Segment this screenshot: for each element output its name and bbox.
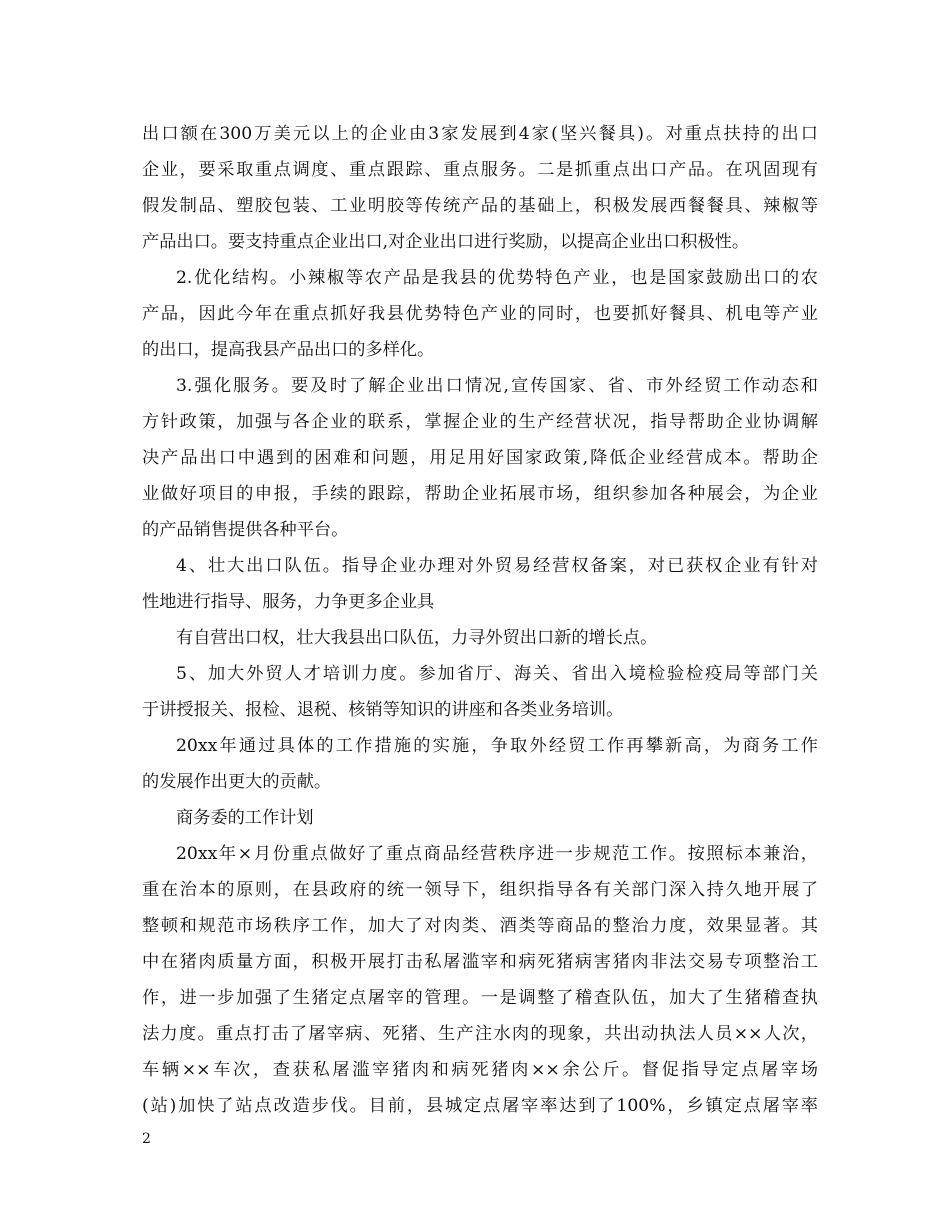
text-line: 重在治本的原则，在县政府的统一领导下，组织指导各有关部门深入持久地开展了: [142, 880, 818, 900]
text-line: 决产品出口中遇到的困难和问题，用足用好国家政策,降低企业经营成本。帮助企: [142, 448, 818, 468]
text-line: 车辆××车次，查获私屠滥宰猪肉和病死猪肉××余公斤。督促指导定点屠宰场: [142, 1060, 818, 1080]
text-line: 假发制品、塑胶包装、工业明胶等传统产品的基础上，积极发展西餐餐具、辣椒等: [142, 196, 818, 216]
text-line: 的产品销售提供各种平台。: [142, 520, 349, 540]
text-line: 5、加大外贸人才培训力度。参加省厅、海关、省出入境检验检疫局等部门关: [176, 664, 818, 684]
text-line: 商务委的工作计划: [176, 808, 314, 828]
text-line: 性地进行指导、服务，力争更多企业具: [142, 592, 435, 612]
text-line: 3.强化服务。要及时了解企业出口情况,宣传国家、省、市外经贸工作动态和: [176, 376, 818, 396]
text-line: 的出口，提高我县产品出口的多样化。: [142, 340, 435, 360]
text-line: 20xx年×月份重点做好了重点商品经营秩序进一步规范工作。按照标本兼治，: [176, 844, 818, 864]
text-line: (站)加快了站点改造步伐。目前，县城定点屠宰率达到了100%，乡镇定点屠宰率: [142, 1096, 818, 1116]
page-number: 2: [142, 1131, 151, 1147]
text-line: 的发展作出更大的贡献。: [142, 772, 332, 792]
text-line: 产品出口。要支持重点企业出口,对企业出口进行奖励，以提高企业出口积极性。: [142, 232, 750, 252]
text-line: 企业，要采取重点调度、重点跟踪、重点服务。二是抓重点出口产品。在巩固现有: [142, 160, 818, 180]
text-line: 于讲授报关、报检、退税、核销等知识的讲座和各类业务培训。: [142, 700, 624, 720]
text-line: 法力度。重点打击了屠宰病、死猪、生产注水肉的现象，共出动执法人员××人次，: [142, 1024, 818, 1044]
text-line: 整顿和规范市场秩序工作，加大了对肉类、酒类等商品的整治力度，效果显著。其: [142, 916, 818, 936]
text-line: 业做好项目的申报，手续的跟踪，帮助企业拓展市场，组织参加各种展会，为企业: [142, 484, 818, 504]
document-body: [142, 116, 818, 1124]
text-line: 20xx年通过具体的工作措施的实施，争取外经贸工作再攀新高，为商务工作: [176, 736, 818, 756]
text-line: 4、壮大出口队伍。指导企业办理对外贸易经营权备案，对已获权企业有针对: [176, 556, 818, 576]
text-line: 作，进一步加强了生猪定点屠宰的管理。一是调整了稽查队伍，加大了生猪稽查执: [142, 988, 818, 1008]
text-line: 中在猪肉质量方面，积极开展打击私屠滥宰和病死猪病害猪肉非法交易专项整治工: [142, 952, 818, 972]
text-line: 2.优化结构。小辣椒等农产品是我县的优势特色产业，也是国家鼓励出口的农: [176, 268, 818, 288]
text-line: 方针政策，加强与各企业的联系，掌握企业的生产经营状况，指导帮助企业协调解: [142, 412, 818, 432]
text-line: 有自营出口权，壮大我县出口队伍，力寻外贸出口新的增长点。: [176, 628, 658, 648]
text-line: 产品，因此今年在重点抓好我县优势特色产业的同时，也要抓好餐具、机电等产业: [142, 304, 818, 324]
text-line: 出口额在300万美元以上的企业由3家发展到4家(坚兴餐具)。对重点扶持的出口: [142, 124, 818, 144]
